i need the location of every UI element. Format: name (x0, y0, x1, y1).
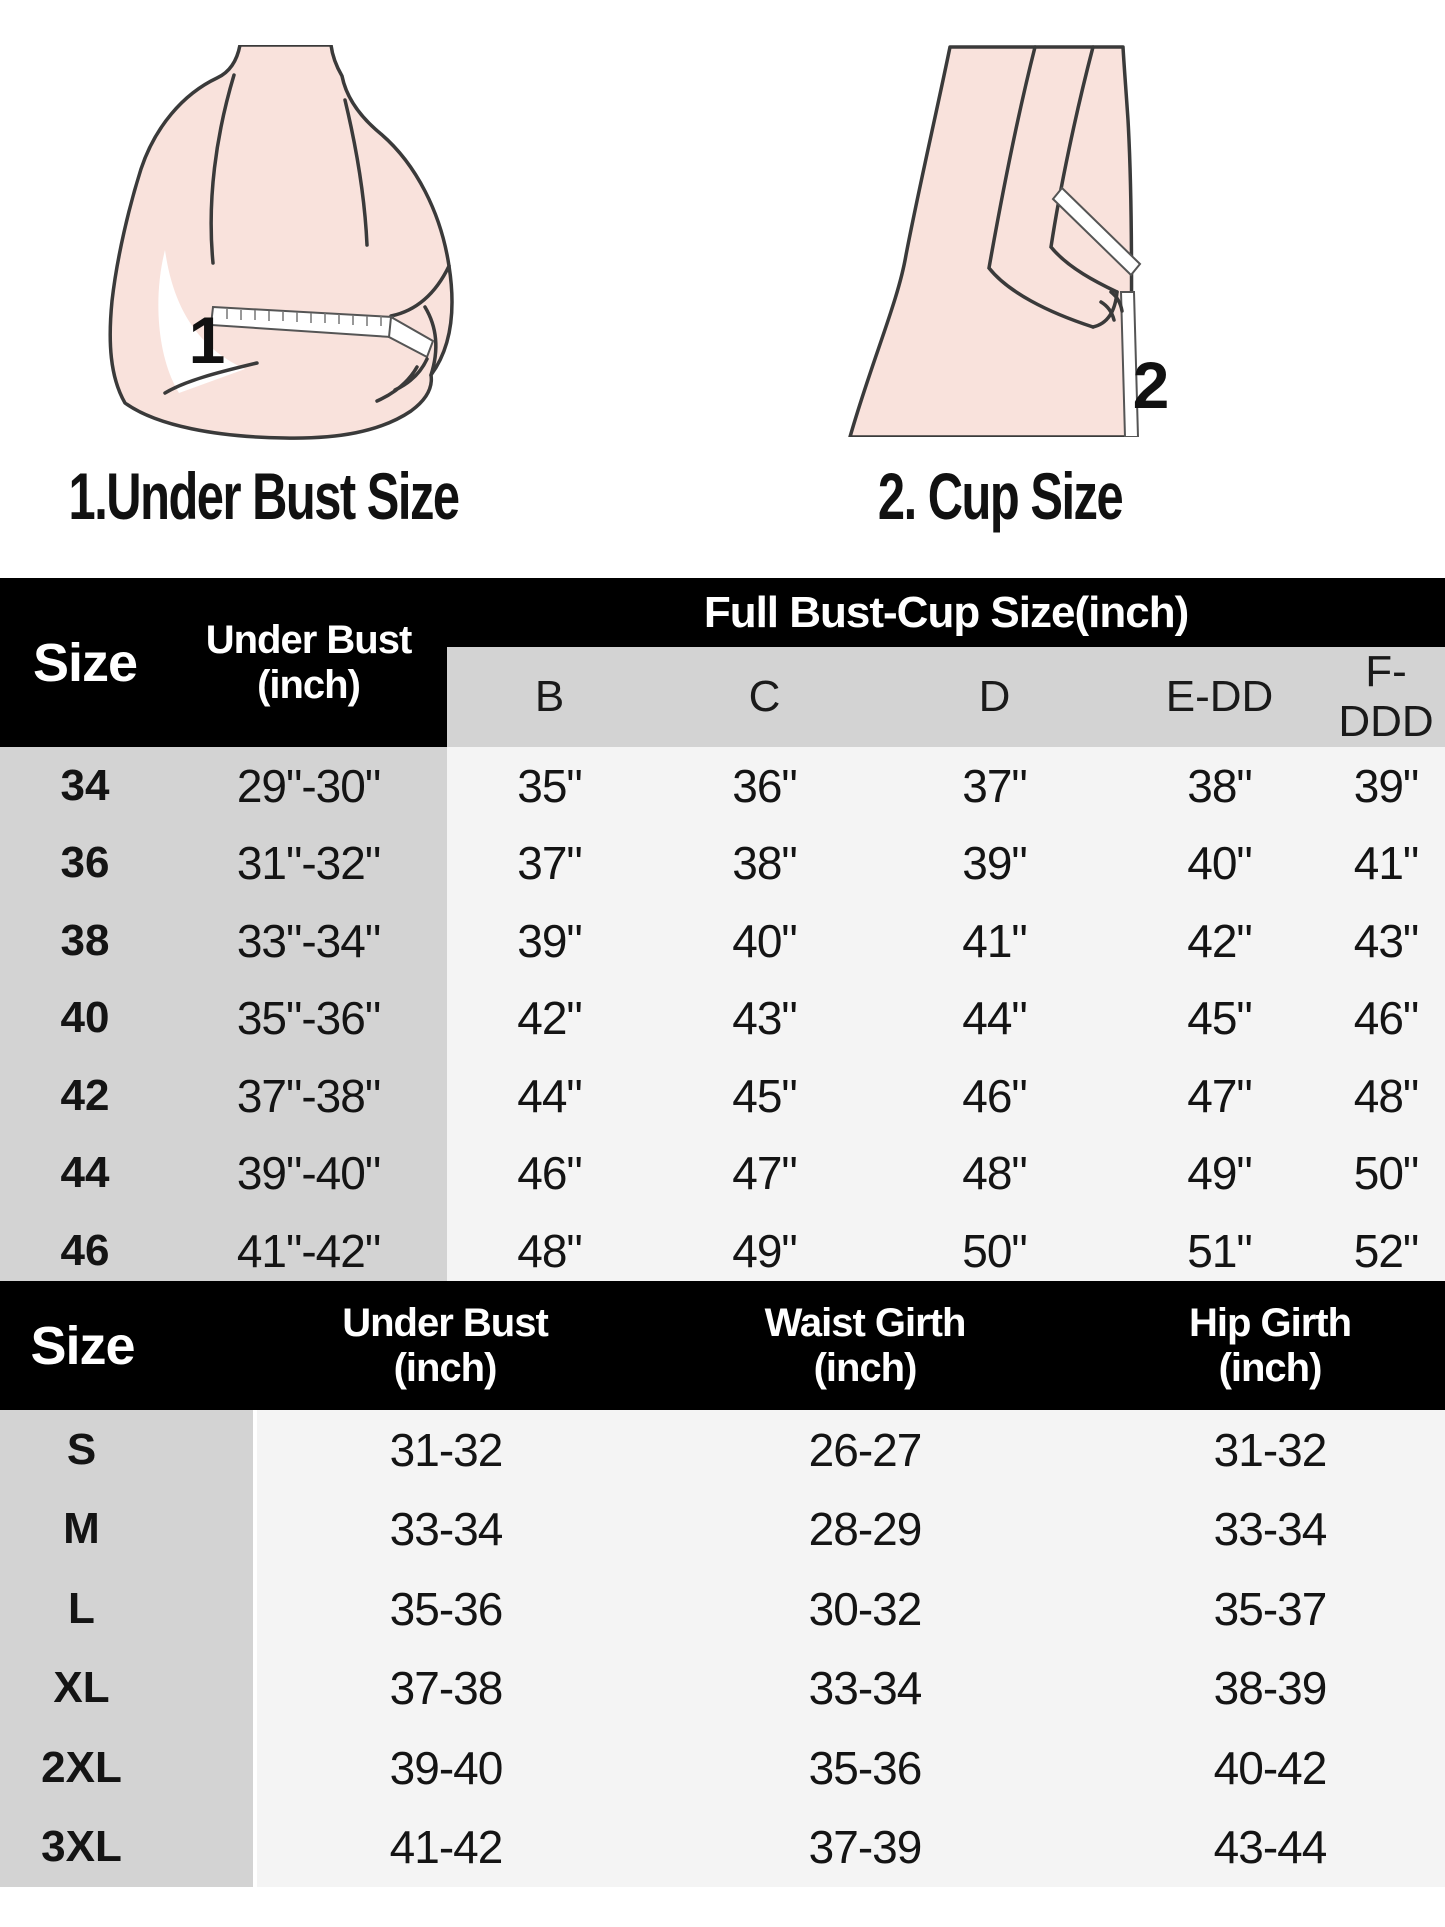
table-row (0, 1057, 1445, 1135)
waist-girth-header (635, 1281, 1095, 1410)
table-row (0, 1490, 1445, 1570)
table-row (0, 1212, 1445, 1290)
cup-cell: 51" (1112, 1212, 1327, 1290)
cup-size-caption: 2. Cup Size (877, 459, 1123, 533)
garment-size-table (0, 1281, 1445, 1887)
cup-cell: 41" (877, 902, 1112, 980)
table-row (0, 1410, 1445, 1490)
under-bust-cell: 29"-30" (170, 747, 447, 825)
under-bust-cell: 33"-34" (170, 902, 447, 980)
cup-cell: 36" (652, 747, 877, 825)
table-row (0, 1569, 1445, 1649)
under-bust-header (170, 578, 447, 747)
cup-cell: 39" (447, 902, 652, 980)
hip-girth-header-line1: Hip Girth (1188, 1300, 1352, 1345)
cup-cell: 49" (652, 1212, 877, 1290)
under-bust-cell: 37-38 (255, 1649, 635, 1729)
body-silhouette (110, 45, 452, 438)
cup-cell: 43" (1327, 902, 1445, 980)
cup-cell: 52" (1327, 1212, 1445, 1290)
cup-cell: 37" (877, 747, 1112, 825)
under-bust-cell: 39-40 (255, 1728, 635, 1808)
under-bust-header (255, 1281, 635, 1410)
cup-cell: 48" (1327, 1057, 1445, 1135)
table-row (0, 902, 1445, 980)
size-header: Size (0, 1281, 255, 1410)
cup-cell: 48" (447, 1212, 652, 1290)
under-bust-cell: 35-36 (255, 1569, 635, 1649)
under-bust-cell: 39"-40" (170, 1135, 447, 1213)
under-bust-cell: 41-42 (255, 1808, 635, 1888)
table-row (0, 825, 1445, 903)
cup-cell: 40" (1112, 825, 1327, 903)
under-bust-cell: 31-32 (255, 1410, 635, 1490)
table-row (0, 980, 1445, 1058)
cup-cell: 46" (877, 1057, 1112, 1135)
waist-girth-cell: 26-27 (635, 1410, 1095, 1490)
under-bust-cell: 37"-38" (170, 1057, 447, 1135)
under-bust-cell: 33-34 (255, 1490, 635, 1570)
under-bust-cell: 31"-32" (170, 825, 447, 903)
cup-cell: 38" (652, 825, 877, 903)
size-cell: 3XL (0, 1808, 255, 1888)
cup-cell: 45" (1112, 980, 1327, 1058)
waist-girth-cell: 33-34 (635, 1649, 1095, 1729)
cup-cell: 48" (877, 1135, 1112, 1213)
waist-girth-header-line1: Waist Girth (764, 1300, 966, 1345)
bra-size-table (0, 578, 1445, 1290)
under-bust-cell: 35"-36" (170, 980, 447, 1058)
cup-column-b: B (447, 647, 652, 747)
cup-column-e-dd: E-DD (1112, 647, 1327, 747)
cup-cell: 44" (447, 1057, 652, 1135)
under-bust-header-line1: Under Bust (205, 617, 412, 662)
table-row (0, 1649, 1445, 1729)
cup-cell: 47" (1112, 1057, 1327, 1135)
waist-girth-cell: 35-36 (635, 1728, 1095, 1808)
cup-cell: 44" (877, 980, 1112, 1058)
cup-cell: 46" (447, 1135, 652, 1213)
size-cell: L (0, 1569, 255, 1649)
cup-size-measurement-illustration (810, 40, 1170, 437)
hip-girth-cell: 33-34 (1095, 1490, 1445, 1570)
size-cell: S (0, 1410, 255, 1490)
size-cell: 34 (0, 747, 170, 825)
cup-cell: 50" (1327, 1135, 1445, 1213)
size-cell: 38 (0, 902, 170, 980)
under-bust-header-line1: Under Bust (342, 1300, 548, 1345)
cup-cell: 41" (1327, 825, 1445, 903)
hip-girth-header-line2: (inch) (1218, 1345, 1322, 1390)
cup-cell: 46" (1327, 980, 1445, 1058)
hip-girth-cell: 43-44 (1095, 1808, 1445, 1888)
hip-girth-header (1095, 1281, 1445, 1410)
hip-girth-cell: 38-39 (1095, 1649, 1445, 1729)
size-cell: 46 (0, 1212, 170, 1290)
size-cell: XL (0, 1649, 255, 1729)
cup-cell: 42" (447, 980, 652, 1058)
hip-girth-cell: 35-37 (1095, 1569, 1445, 1649)
size-cell: 42 (0, 1057, 170, 1135)
cup-cell: 40" (652, 902, 877, 980)
cup-cell: 42" (1112, 902, 1327, 980)
waist-girth-cell: 37-39 (635, 1808, 1095, 1888)
cup-cell: 35" (447, 747, 652, 825)
cup-cell: 39" (1327, 747, 1445, 825)
cup-cell: 38" (1112, 747, 1327, 825)
cup-cell: 47" (652, 1135, 877, 1213)
size-cell: 44 (0, 1135, 170, 1213)
full-bust-header: Full Bust-Cup Size(inch) (447, 578, 1445, 647)
waist-girth-cell: 30-32 (635, 1569, 1095, 1649)
waist-girth-header-line2: (inch) (813, 1345, 917, 1390)
size-cell: 2XL (0, 1728, 255, 1808)
cup-cell: 49" (1112, 1135, 1327, 1213)
size-cell: M (0, 1490, 255, 1570)
table-row (0, 747, 1445, 825)
cup-cell: 39" (877, 825, 1112, 903)
under-bust-header-line2: (inch) (257, 662, 360, 707)
table-row (0, 1135, 1445, 1213)
hip-girth-cell: 40-42 (1095, 1728, 1445, 1808)
cup-column-d: D (877, 647, 1112, 747)
under-bust-cell: 41"-42" (170, 1212, 447, 1290)
cup-column-f-ddd: F-DDD (1327, 647, 1445, 747)
under-bust-caption: 1.Under Bust Size (68, 459, 459, 533)
size-cell: 36 (0, 825, 170, 903)
table-row (0, 1808, 1445, 1888)
size-cell: 40 (0, 980, 170, 1058)
cup-cell: 43" (652, 980, 877, 1058)
body-silhouette (850, 47, 1132, 437)
under-bust-header-line2: (inch) (393, 1345, 497, 1390)
table-row (0, 1728, 1445, 1808)
cup-column-c: C (652, 647, 877, 747)
step-1-label: 1 (188, 303, 226, 377)
waist-girth-cell: 28-29 (635, 1490, 1095, 1570)
cup-cell: 37" (447, 825, 652, 903)
size-header: Size (0, 578, 170, 747)
hip-girth-cell: 31-32 (1095, 1410, 1445, 1490)
under-bust-measurement-illustration (95, 45, 470, 440)
cup-cell: 45" (652, 1057, 877, 1135)
step-2-label: 2 (1132, 348, 1170, 422)
cup-cell: 50" (877, 1212, 1112, 1290)
